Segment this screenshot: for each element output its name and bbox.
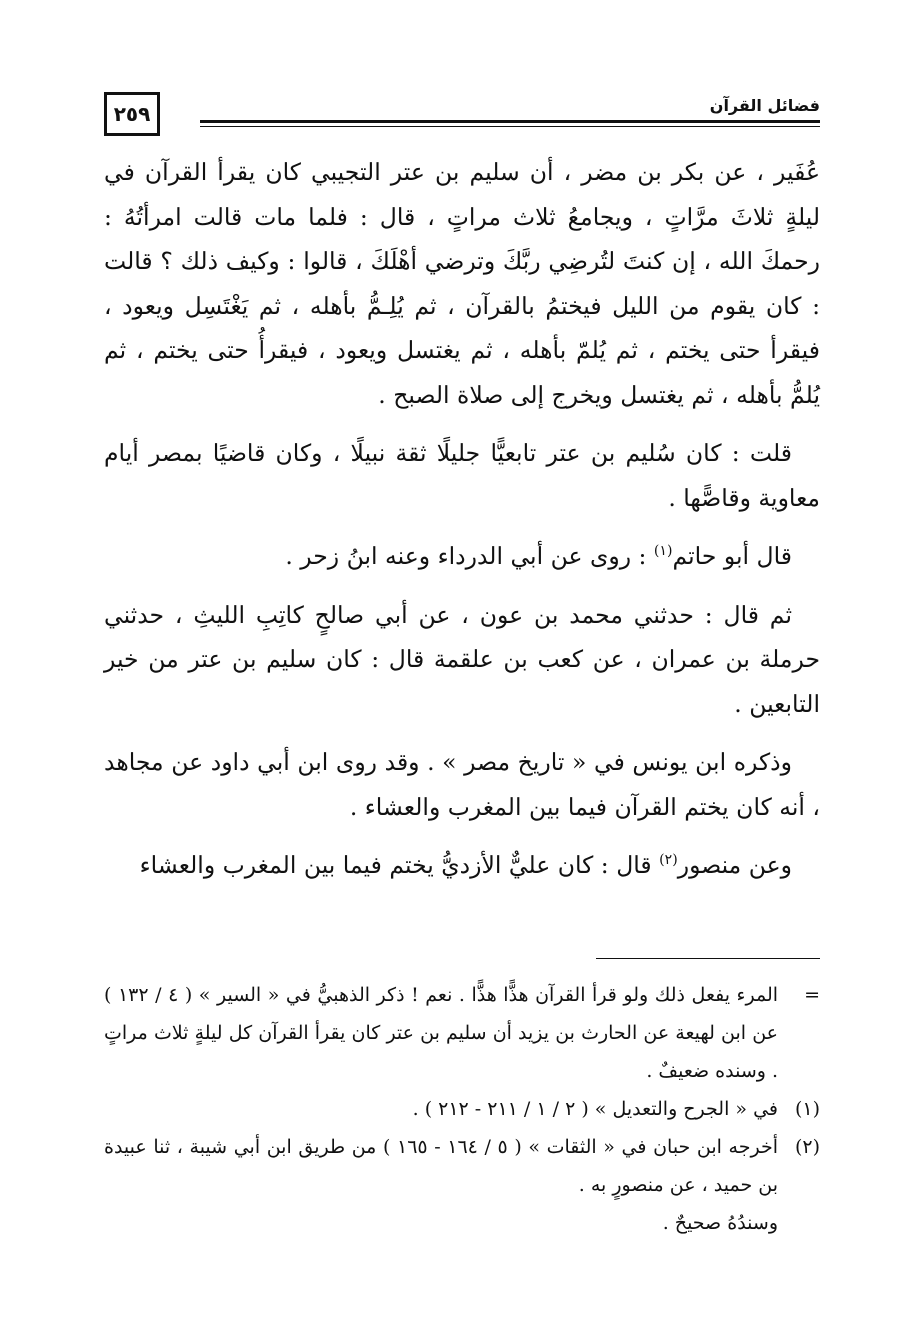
footnote-2-continued: وسندُهُ صحيحٌ .: [662, 1212, 778, 1234]
footnote-1-number: (١): [794, 1098, 820, 1120]
footnote-2-number: (٢): [794, 1136, 820, 1158]
footnote-continuation-mark: =: [804, 984, 820, 1006]
footnote-separator: [596, 958, 820, 959]
paragraph-6-start: وعن منصور: [677, 851, 792, 879]
paragraph-1: عُفَير ، عن بكر بن مضر ، أن سليم بن عتر التجيبي كان يقرأ القرآن في ليلةٍ ثلاثَ مرَّاتٍ ، ويجامعُ ثلاث مراتٍ ، قال : فلما مات قالت امرأتُهُ : رحمكَ الله ، إن كنتَ لتُرضِي ربَّكَ وترضي أهْلَكَ ، قالوا : وكيف ذلك ؟ قالت : كان يقوم من الليل فيختمُ بالقرآن ، ثم يُلِـمُّ بأهله ، ثم يَغْتَسِل ويعود ، فيقرأ حتى يختم ، ثم يُلمّ بأهله ، ثم يغتسل ويعود ، فيقرأُ حتى يختم ، ثم يُلمُّ بأهله ، ثم يغتسل ويخرج إلى صلاة الصبح .: [104, 158, 820, 409]
footnote-1-text: في « الجرح والتعديل » ( ٢ / ١ / ٢١١ - ٢١٢ ) .: [412, 1098, 778, 1120]
page-header: [104, 86, 820, 148]
footnote-continued-text: المرء يفعل ذلك ولو قرأ القرآن هذًّا هذًّا . نعم ! ذكر الذهبيُّ في « السير » ( ٤ / ١٣٢ ) عن ابن لهيعة عن الحارث بن يزيد أن سليم بن عتر كان يقرأ القرآن كل ليلةٍ ثلاث مراتٍ . وسنده ضعيفٌ .: [104, 984, 779, 1082]
footnote-ref-2: (٢): [659, 852, 678, 869]
header-rule-thin: [200, 126, 820, 127]
paragraph-5: وذكره ابن يونس في « تاريخ مصر » . وقد روى ابن أبي داود عن مجاهد ، أنه كان يختم القرآن فيما بين المغرب والعشاء .: [104, 748, 820, 821]
paragraph-2: قلت : كان سُليم بن عتر تابعيًّا جليلًا ثقة نبيلًا ، وكان قاضيًا بمصر أيام معاوية وقاصًّها .: [104, 439, 820, 512]
main-text: [104, 150, 820, 888]
paragraph-3-end: : روى عن أبي الدرداء وعنه ابنُ زحر .: [285, 542, 654, 570]
paragraph-3: [104, 534, 820, 579]
paragraph-4: ثم قال : حدثني محمد بن عون ، عن أبي صالحٍ كاتِبِ الليثِ ، حدثني حرملة بن عمران ، عن كعب بن علقمة قال : كان سليم بن عتر من خير التابعين .: [104, 600, 820, 718]
footnote-continued: [104, 976, 820, 1090]
footnote-2-text: أخرجه ابن حبان في « الثقات » ( ٥ / ١٦٤ - ١٦٥ ) من طريق ابن أبي شيبة ، ثنا عبيدة بن حميد ، عن منصورٍ به .: [104, 1136, 778, 1196]
page-number: ٢٥٩: [104, 92, 160, 136]
paragraph-6-end: قال : كان عليٌّ الأزديُّ يختم فيما بين المغرب والعشاء: [139, 851, 660, 879]
running-title: فضائل القرآن: [709, 96, 820, 115]
header-rule: [200, 120, 820, 123]
paragraph-3-start: قال أبو حاتم: [672, 542, 792, 570]
footnote-ref-1: (١): [653, 543, 673, 560]
paragraph-6: [104, 843, 820, 888]
footnote-2: [104, 1128, 820, 1204]
footnote-1: [104, 1090, 820, 1128]
footnotes: [104, 976, 820, 1242]
